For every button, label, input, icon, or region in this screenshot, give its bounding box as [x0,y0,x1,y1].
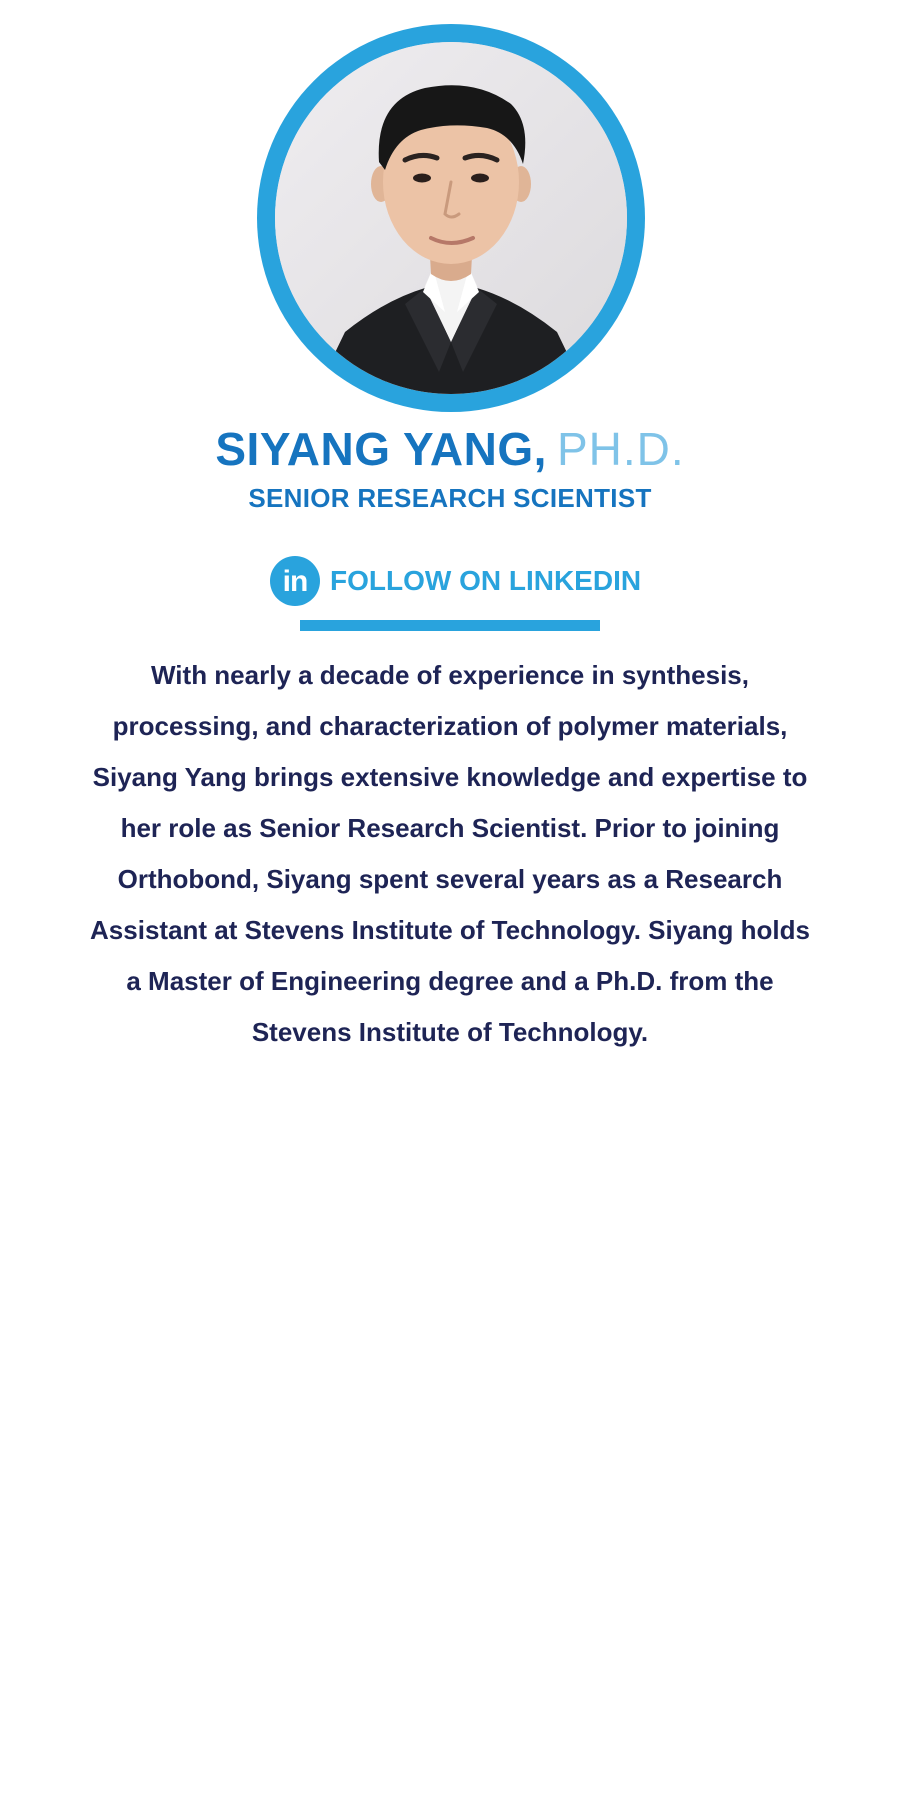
avatar [275,42,627,394]
profile-photo [275,42,627,394]
bio-text [75,650,825,1058]
bio-line: a Master of Engineering degree and a Ph.D. from the [126,966,774,996]
section-divider [300,620,600,631]
bio-line: Siyang Yang brings extensive knowledge and expertise to [92,762,808,792]
bio-line: processing, and characterization of polymer materials, [112,711,788,741]
job-title: SENIOR RESEARCH SCIENTIST [248,483,652,513]
bio-line: With nearly a decade of experience in synthesis, [151,660,749,690]
linkedin-icon-glyph: in [282,565,308,598]
credential: PH.D. [556,423,685,475]
avatar-ring [257,24,645,412]
linkedin-icon[interactable] [270,556,320,606]
bio-line: Assistant at Stevens Institute of Technology. Siyang holds [90,915,810,945]
name-heading [0,420,900,478]
bio-line: her role as Senior Research Scientist. Prior to joining [120,813,780,843]
person-name: SIYANG YANG, [215,423,547,475]
linkedin-follow-link[interactable] [270,556,641,606]
linkedin-follow-label[interactable]: FOLLOW ON LINKEDIN [330,565,642,596]
bio-line: Stevens Institute of Technology. [251,1017,649,1047]
bio-line: Orthobond, Siyang spent several years as a Research [117,864,783,894]
